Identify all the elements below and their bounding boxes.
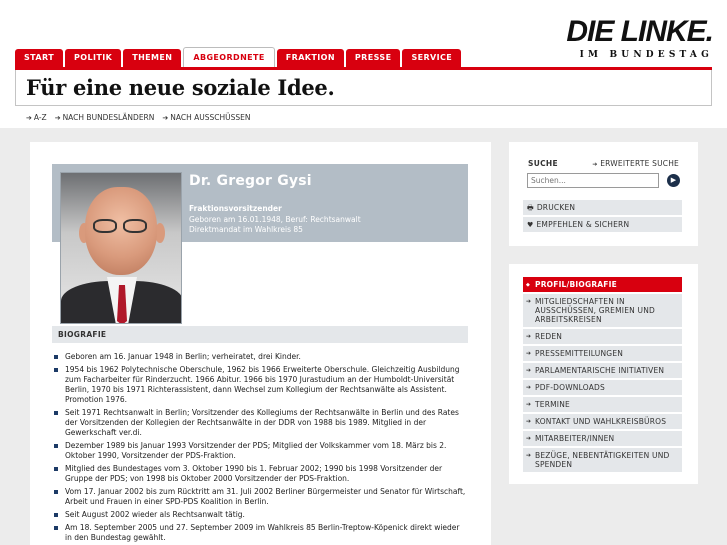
share-label: EMPFEHLEN & SICHERN bbox=[536, 220, 630, 229]
tab-abgeordnete[interactable]: ABGEORDNETE bbox=[183, 47, 274, 67]
subnav-bundeslaender[interactable] bbox=[55, 113, 155, 122]
sidebar-item-mitgliedschaften[interactable]: ➔ MITGLIEDSCHAFTEN IN AUSSCHÜSSEN, GREMIEN UND ARBEITSKREISEN bbox=[523, 294, 682, 327]
sidebar-item-pressemitteilungen[interactable]: ➔ PRESSEMITTEILUNGEN bbox=[523, 346, 682, 361]
sidebar-item-profil[interactable]: ◆ PROFIL/BIOGRAFIE bbox=[523, 277, 682, 292]
tab-start[interactable]: START bbox=[15, 49, 63, 67]
tab-fraktion[interactable]: FRAKTION bbox=[277, 49, 344, 67]
bio-heading: BIOGRAFIE bbox=[52, 326, 468, 343]
subnav-ausschuesse[interactable] bbox=[162, 113, 250, 122]
tab-service[interactable]: SERVICE bbox=[402, 49, 461, 67]
search-submit-button[interactable] bbox=[667, 174, 680, 187]
tab-politik[interactable]: POLITIK bbox=[65, 49, 121, 67]
sidebar-item-termine[interactable]: ➔ TERMINE bbox=[523, 397, 682, 412]
print-label: DRUCKEN bbox=[536, 203, 576, 212]
list-item: Mitglied des Bundestages vom 3. Oktober 1990 bis 1. Februar 2002; 1990 bis 1998 Vorsitzender der Gruppe der PDS; von 1998 bis Oktober 2000 Vorsitzender der PDS-Fraktion. bbox=[54, 464, 466, 484]
search-label: SUCHE bbox=[528, 159, 558, 168]
advanced-search-label: ERWEITERTE SUCHE bbox=[600, 159, 679, 168]
page-header bbox=[15, 70, 712, 106]
sidebar-item-kontakt[interactable]: ➔ KONTAKT UND WAHLKREISBÜROS bbox=[523, 414, 682, 429]
arrow-right-icon: ➔ bbox=[592, 161, 598, 168]
list-item: Am 18. September 2005 und 27. September 2009 im Wahlkreis 85 Berlin-Treptow-Köpenick direkt wieder in den Bundestag gewählt. bbox=[54, 523, 466, 543]
subnav-label: A-Z bbox=[33, 113, 47, 122]
logo-wordmark: DIE LINKE. bbox=[566, 15, 713, 48]
advanced-search-link[interactable] bbox=[592, 159, 679, 168]
profile-menu bbox=[523, 277, 682, 474]
play-icon: ▶ bbox=[670, 176, 677, 184]
list-item: Seit August 2002 wieder als Rechtsanwalt tätig. bbox=[54, 510, 466, 520]
list-item: Geboren am 16. Januar 1948 in Berlin; verheiratet, drei Kinder. bbox=[54, 352, 466, 362]
arrow-right-icon: ➔ bbox=[26, 114, 32, 122]
sidebar-item-mitarbeiter[interactable]: ➔ MITARBEITER/INNEN bbox=[523, 431, 682, 446]
main-content bbox=[30, 142, 491, 545]
sidebar-item-reden[interactable]: ➔ REDEN bbox=[523, 329, 682, 344]
heart-icon: ♥ bbox=[527, 221, 534, 229]
search-input[interactable] bbox=[527, 173, 659, 188]
logo[interactable] bbox=[566, 16, 713, 60]
printer-icon: 🖶 bbox=[527, 204, 534, 212]
list-item: Seit 1971 Rechtsanwalt in Berlin; Vorsitzender des Kollegiums der Rechtsanwälte in Berlin und des Rates der Vorsitzenden der Kollegien der Rechtsanwälte in der DDR von 1988 bis 1989. Mitglied in der Gewerkschaft ver.di. bbox=[54, 408, 466, 438]
profile-mandate: Direktmandat im Wahlkreis 85 bbox=[189, 225, 303, 234]
list-item: 1954 bis 1962 Polytechnische Oberschule, 1962 bis 1966 Erweiterte Oberschule. Gleichzeitig Ausbildung zum Facharbeiter für Rinderzucht. 1966 Abitur. 1966 bis 1970 Jurastudium an der Humboldt-Universität Berlin, 1970 bis 1971 Richterassistent, dann Wechsel zum Kollegium der Rechtsanwälte als Assistent. Promotion 1976. bbox=[54, 365, 466, 405]
list-item: Vom 17. Januar 2002 bis zum Rücktritt am 31. Juli 2002 Berliner Bürgermeister und Senator für Wirtschaft, Arbeit und Frauen in einer SPD-PDS Koalition in Berlin. bbox=[54, 487, 466, 507]
profile-info bbox=[189, 204, 361, 236]
subnav-label: NACH BUNDESLÄNDERN bbox=[62, 113, 155, 122]
sidebar-menu-panel bbox=[509, 264, 698, 484]
page-title: Für eine neue soziale Idee. bbox=[26, 75, 335, 100]
arrow-right-icon: ➔ bbox=[162, 114, 169, 122]
sidebar-item-bezuege[interactable]: ➔ BEZÜGE, NEBENTÄTIGKEITEN UND SPENDEN bbox=[523, 448, 682, 472]
arrow-right-icon: ➔ bbox=[54, 114, 61, 122]
tab-presse[interactable]: PRESSE bbox=[346, 49, 401, 67]
profile-name: Dr. Gregor Gysi bbox=[189, 173, 312, 189]
sidebar-item-pdf-downloads[interactable]: ➔ PDF-DOWNLOADS bbox=[523, 380, 682, 395]
sidebar-item-initiativen[interactable]: ➔ PARLAMENTARISCHE INITIATIVEN bbox=[523, 363, 682, 378]
share-button[interactable] bbox=[523, 217, 682, 232]
profile-photo bbox=[60, 172, 182, 324]
sub-nav bbox=[26, 113, 259, 122]
bio-list bbox=[54, 352, 466, 545]
tab-themen[interactable]: THEMEN bbox=[123, 49, 181, 67]
list-item: Dezember 1989 bis Januar 1993 Vorsitzender der PDS; Mitglied der Volkskammer vom 18. März bis 2. Oktober 1990, Vorsitzender der PDS-Fraktion. bbox=[54, 441, 466, 461]
print-button[interactable] bbox=[523, 200, 682, 215]
profile-role: Fraktionsvorsitzender bbox=[189, 204, 282, 213]
subnav-label: NACH AUSSCHÜSSEN bbox=[170, 113, 251, 122]
logo-subline: IM BUNDESTAG bbox=[579, 50, 713, 60]
sidebar-search-panel bbox=[509, 142, 698, 246]
profile-birth: Geboren am 16.01.1948, Beruf: Rechtsanwalt bbox=[189, 214, 361, 224]
main-nav bbox=[15, 49, 463, 67]
subnav-a-z[interactable] bbox=[26, 113, 47, 122]
